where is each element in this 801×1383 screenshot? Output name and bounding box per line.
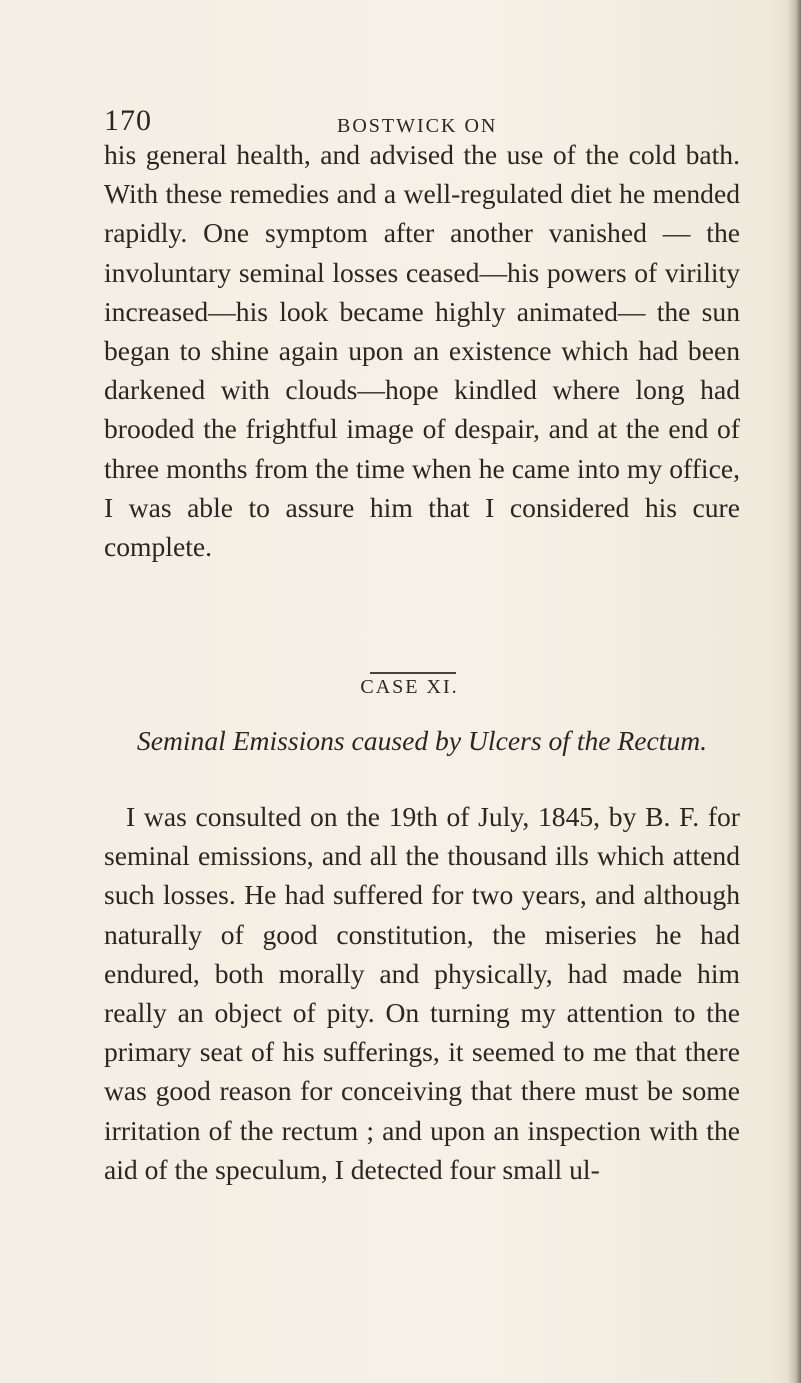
paragraph-text: his general health, and advised the use of the cold bath. With these remedies and a well-regulated diet he mended rapidly. One symptom after another vanished — the involuntary seminal losses ceased—his powers of virility increased—his look became highly animated— the sun began to shine again upon an existence which had been darkened with clouds—hope kindled where long had brooded the frightful image of despair, and at the end of three months from the time when he came into my office, I was able to assure him that I considered his cure complete. (104, 139, 740, 563)
paragraph-case-xi (104, 797, 740, 1189)
paragraph-text: I was consulted on the 19th of July, 1845, by B. F. for seminal emissions, and all the thousand ills which attend such losses. He had suffered for two years, and although naturally of good constitution, the miseries he had endured, both morally and physically, had made him really an object of pity. On turning my attention to the primary seat of his sufferings, it seemed to me that there was good reason for conceiving that there must be some irritation of the rectum ; and upon an inspection with the aid of the speculum, I detected four small ul- (104, 801, 740, 1185)
page-edge-shadow (787, 0, 801, 1383)
running-head: BOSTWICK ON (337, 115, 498, 137)
page-number: 170 (104, 104, 152, 137)
paragraph-continued (104, 135, 740, 566)
section-divider (370, 672, 456, 674)
case-title: Seminal Emissions caused by Ulcers of the Rectum. (136, 725, 708, 756)
case-heading: CASE XI. (360, 676, 459, 698)
